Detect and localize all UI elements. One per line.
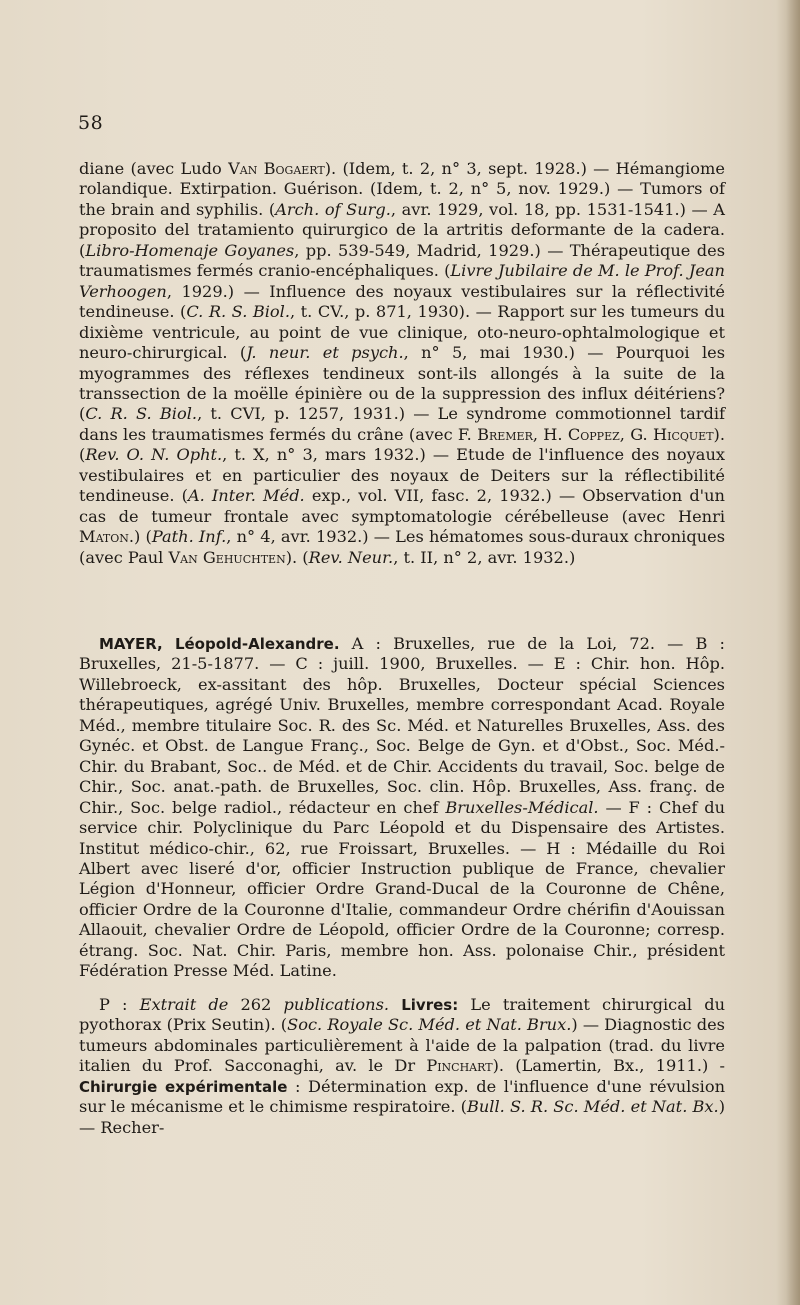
bibliography-continuation	[79, 159, 725, 568]
paragraph	[79, 159, 725, 568]
text-run: 262	[228, 995, 284, 1014]
text-run: , 1929.) — Influence des noyaux vestibulaires sur la réflectivité tendineuse. (	[79, 281, 725, 322]
text-run: , H.	[532, 424, 568, 444]
author-name: Maton	[79, 527, 129, 547]
journal-title: Bruxelles-Médical.	[445, 797, 599, 817]
publications-paragraph	[79, 995, 725, 1138]
journal-title: Path. Inf.	[151, 527, 227, 547]
text-run: , n° 5, mai 1930.) — Pourquoi les myogrammes des réflexes tendineux sont-ils allongés à la suite de la transsection de la moëlle épinière ou de la suppression des influx déitériens? (	[79, 343, 726, 424]
text-run-italic: Extrait de	[139, 995, 229, 1014]
text-run: A : Bruxelles, rue de la Loi, 72. — B : Bruxelles, 21-5-1877. — C : juill. 1900, Bruxelles. — E : Chir. hon. Hôp. Willebroeck, ex-assitant des hôp. Bruxelles, Docteur spécial Sciences thérapeutiques, agrégé Univ. Bruxelles, membre correspondant Acad. Royale Méd., membre titulaire Soc. R. des Sc. Méd. et Naturelles Bruxelles, Ass. des Gynéc. et Obst. de Langue Franç., Soc. Belge de Gyn. et d'Obst., Soc. Méd.-Chir. du Brabant, Soc.. de Méd. et de Chir. Accidents du travail, Soc. belge de Chir., Soc. anat.-path. de Bruxelles, Soc. clin. Hôp. Bruxelles, Ass. franç. de Chir., Soc. belge radiol., rédacteur en chef	[79, 634, 725, 817]
paragraph	[79, 995, 725, 1138]
text-run: ). (Lamertin, Bx., 1911.) -	[492, 1056, 726, 1076]
journal-title: Libro-Homenaje Goyanes	[85, 240, 295, 260]
text-run: — F : Chef du service chir. Polyclinique du Parc Léopold et du Dispensaire des Artistes. Institut médico-chir., 62, rue Froissart, Bruxelles. — H : Médaille du Roi Albert avec liseré d'or, officier Instruction publique de France, chevalier Légion d'Honneur, officier Ordre Grand-Ducal de la Couronne de Chêne, officier Ordre de la Couronne d'Italie, commandeur Ordre chérifin d'Aouissan Allaouit, chevalier Ordre de Léopold, officier Ordre de la Couronne; corresp. étrang. Soc. Nat. Chir. Paris, membre hon. Ass. polonaise Chir., président Fédération Presse Méd. Latine.	[79, 797, 725, 981]
text-run: ). (	[79, 424, 726, 465]
journal-title: Rev. Neur.	[308, 547, 394, 567]
text-run-italic: publications.	[283, 995, 390, 1014]
entry-heading: MAYER, Léopold-Alexandre.	[99, 635, 340, 653]
journal-title: C. R. S. Biol.	[186, 302, 290, 322]
text-run: , avr. 1929, vol. 18, pp. 1531-1541.) — A proposito del tratamiento quirurgico de la artritis deformante de la cadera. (	[79, 199, 725, 260]
text-run: : Détermination exp. de l'influence d'une révulsion sur le mécanisme et le chimisme respiratoire. (	[79, 1076, 725, 1117]
text-run: ). (	[285, 547, 309, 567]
text-run: , n° 4, avr. 1932.) — Les hématomes sous-duraux chroniques (avec Paul	[79, 527, 726, 567]
journal-title: Bull. S. R. Sc. Méd. et Nat. Bx.	[466, 1097, 719, 1117]
journal-title: Rev. O. N. Opht.	[85, 445, 223, 465]
author-name: Hicquet	[653, 424, 714, 444]
journal-title: J. neur. et psych.	[246, 343, 404, 363]
text-run: ). (Idem, t. 2, n° 3, sept. 1928.) — Hémangiome rolandique. Extirpation. Guérison. (Idem, t. 2, n° 5, nov. 1929.) — Tumors of the brain and syphilis. (	[79, 159, 725, 219]
biography-entry	[79, 634, 725, 982]
text-run: , t. CV., p. 871, 1930). — Rapport sur les tumeurs du dixième ventricule, au point de vue clinique, oto-neuro-ophtalmologique et neuro-chirurgical. (	[79, 302, 725, 363]
text-run: , t. II, n° 2, avr. 1932.)	[393, 547, 576, 567]
page-number: 58	[78, 112, 104, 134]
author-name: Van Gehuchten	[168, 547, 286, 567]
journal-title: A. Inter. Méd.	[187, 486, 305, 506]
journal-title: Arch. of Surg.	[275, 199, 391, 219]
text-run: ) — Diagnostic des tumeurs abdominales particulièrement à l'aide de la palpation (trad. du livre italien du Prof. Sacconaghi, av. le Dr	[79, 1015, 725, 1076]
text-run: exp., vol. VII, fasc. 2, 1932.) — Observation d'un cas de tumeur frontale avec symptomatologie cérébelleuse (avec Henri	[79, 486, 725, 526]
paragraph	[79, 634, 725, 982]
text-run: , t. X, n° 3, mars 1932.) — Etude de l'influence des noyaux vestibulaires et en particulier des noyaux de Deiters sur la réflectibilité tendineuse. (	[79, 445, 725, 506]
text-run: diane (avec Ludo	[79, 159, 229, 178]
author-name: Van Bogaert	[228, 159, 325, 178]
text-run	[389, 995, 401, 1014]
page-edge-shadow	[786, 0, 800, 1305]
text-run: .) (	[128, 527, 152, 547]
text-run: , pp. 539-549, Madrid, 1929.) — Thérapeutique des traumatismes fermés cranio-encéphaliques. (	[79, 240, 725, 281]
text-run: , G.	[619, 424, 653, 444]
author-name: Coppez	[567, 424, 620, 444]
journal-title: C. R. S. Biol.	[85, 404, 198, 424]
section-label: Livres:	[401, 996, 459, 1014]
text-run: P :	[99, 995, 140, 1014]
author-name: Bremer	[477, 424, 533, 444]
author-name: Pinchart	[426, 1056, 493, 1076]
text-run: , t. CVI, p. 1257, 1931.) — Le syndrome commotionnel tardif dans les traumatismes fermés du crâne (avec F.	[79, 404, 725, 444]
journal-title: Soc. Royale Sc. Méd. et Nat. Brux.	[287, 1015, 572, 1035]
journal-title: Livre Jubilaire de M. le Prof. Jean Verhoogen	[79, 261, 725, 301]
text-run: ) — Recher-	[79, 1097, 726, 1137]
section-label: Chirurgie expérimentale	[79, 1077, 288, 1096]
text-run: Le traitement chirurgical du pyothorax (Prix Seutin). (	[79, 995, 725, 1035]
